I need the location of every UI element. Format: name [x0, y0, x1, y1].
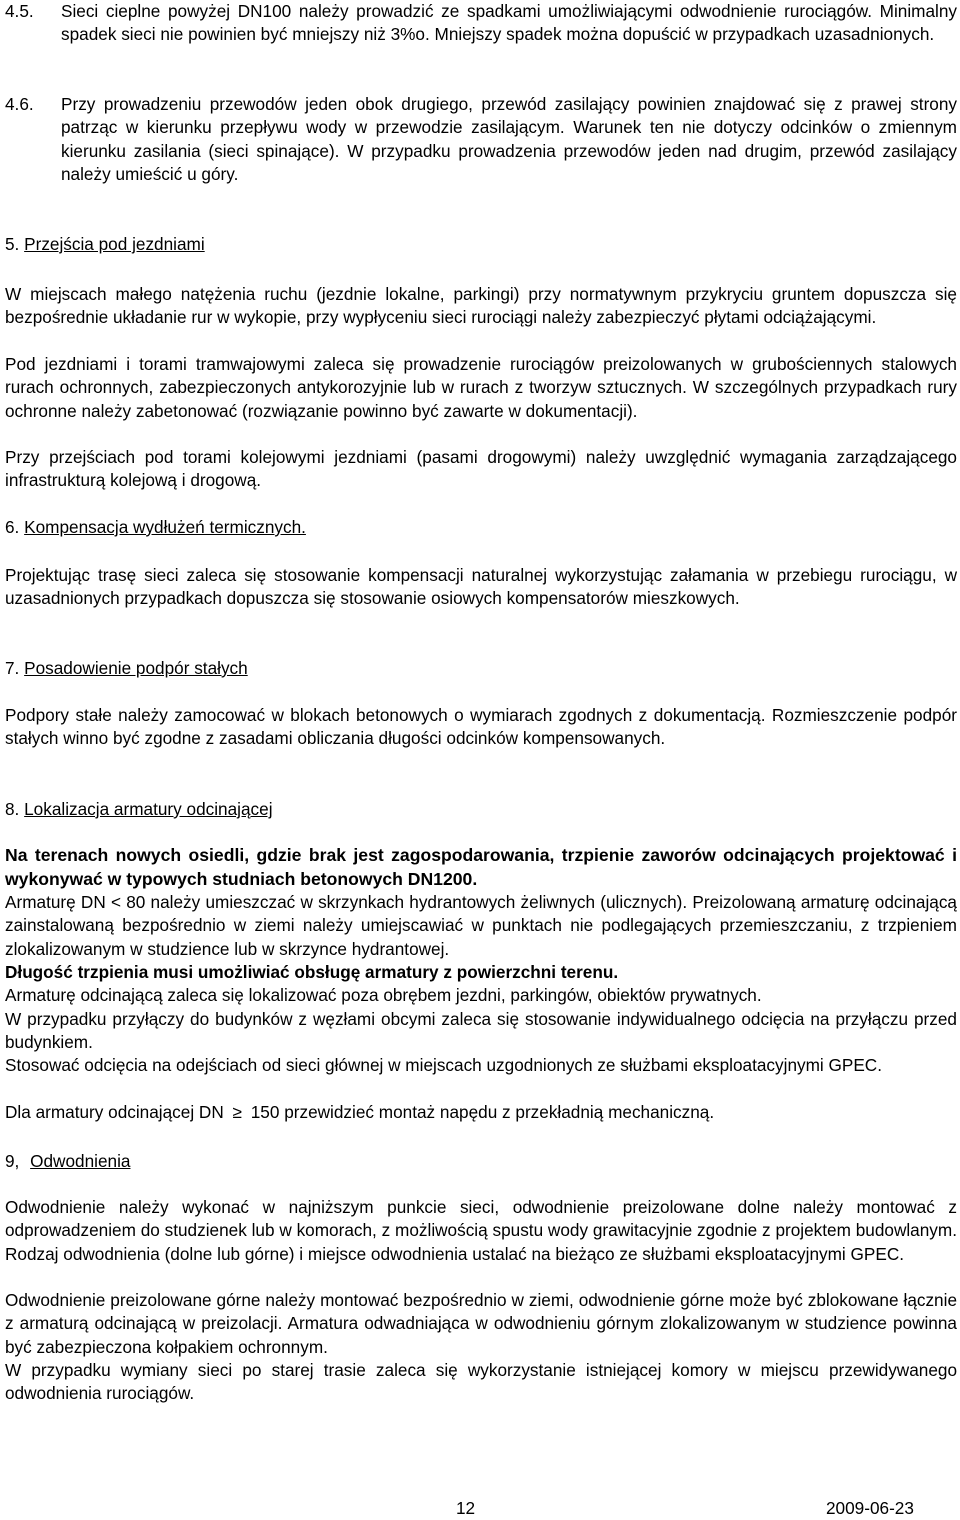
paragraph [5, 1101, 957, 1124]
section-4-5 [5, 0, 957, 47]
section-heading: Posadowienie podpór stałych [24, 658, 248, 678]
section-number: 7. [5, 658, 20, 678]
paragraph: Armaturę odcinającą zaleca się lokalizować poza obrębem jezdni, parkingów, obiektów prywatnych. [5, 985, 762, 1005]
section-heading: Lokalizacja armatury odcinającej [24, 799, 273, 819]
section-heading: Kompensacja wydłużeń termicznych. [24, 517, 306, 537]
section-number: 9, [5, 1151, 20, 1171]
heading-section-5 [5, 233, 957, 256]
paragraph: W miejscach małego natężenia ruchu (jezdnie lokalne, parkingi) przy normatywnym przykryciu gruntem dopuszcza się bezpośrednie układanie rur w wykopie, przy wypłyceniu sieci rurociągi należy zabezpieczyć płytami odciążającymi. [5, 284, 957, 328]
paragraph: Armaturę DN < 80 należy umieszczać w skrzynkach hydrantowych żeliwnych (ulicznych). Preizolowaną armaturę odcinającą zainstalowaną bezpośrednio w ziemi należy umiejscawiać w punktach nie podlegających przemieszczaniu, z trzpieniem zlokalizowanym w studzience lub w skrzynce hydrantowej. [5, 892, 957, 959]
paragraph: Odwodnienie preizolowane górne należy montować bezpośrednio w ziemi, odwodnienie górne może być zblokowane łącznie z armaturą odcinającą w preizolacji. Armatura odwadniająca w odwodnieniu górnym zlokalizowanym w studzience powinna być zabezpieczona kołpakiem ochronnym. [5, 1290, 957, 1357]
heading-section-8 [5, 798, 957, 821]
text-fragment: Dla armatury odcinającej DN [5, 1102, 224, 1122]
section-number: 4.5. [5, 1, 34, 21]
section-number: 5. [5, 234, 20, 254]
paragraph: Podpory stałe należy zamocować w blokach betonowych o wymiarach zgodnych z dokumentacją. Rozmieszczenie podpór stałych winno być zgodne z zasadami obliczania długości odcinków kompensowanych. [5, 705, 957, 749]
heading-section-9 [5, 1150, 957, 1173]
text-fragment: 150 przewidzieć montaż napędu z przekładnią mechaniczną. [250, 1102, 715, 1122]
paragraph: W przypadku wymiany sieci po starej trasie zaleca się wykorzystanie istniejącej komory w miejscu przewidywanego odwodnienia rurociągów. [5, 1360, 957, 1404]
section-4-6 [5, 93, 957, 186]
section-text: Sieci cieplne powyżej DN100 należy prowadzić ze spadkami umożliwiającymi odwodnienie rurociągów. Minimalny spadek sieci nie powinien być mniejszy niż 3%o. Mniejszy spadek można dopuścić w przypadkach uzasadnionych. [61, 1, 957, 45]
bold-paragraph: Na terenach nowych osiedli, gdzie brak jest zagospodarowania, trzpienie zaworów odcinających projektować i wykonywać w typowych studniach betonowych DN1200. [5, 845, 957, 889]
section-heading: Przejścia pod jezdniami [24, 234, 205, 254]
heading-section-7 [5, 657, 957, 680]
section-number: 8. [5, 799, 20, 819]
bold-paragraph: Długość trzpienia musi umożliwiać obsługę armatury z powierzchni terenu. [5, 962, 619, 982]
page-number: 12 [456, 1498, 476, 1518]
paragraph: Projektując trasę sieci zaleca się stosowanie kompensacji naturalnej wykorzystując załamania w przebiegu rurociągu, w uzasadnionych przypadkach dopuszcza się stosowanie osiowych kompensatorów mieszkowych. [5, 565, 957, 609]
paragraph: Pod jezdniami i torami tramwajowymi zaleca się prowadzenie rurociągów preizolowanych w grubościennych stalowych rurach ochronnych, zabezpieczonych antykorozyjnie lub w rurach z tworzyw sztucznych. W szczególnych przypadkach rury ochronne należy zabetonować (rozwiązanie powinno być zawarte w dokumentacji). [5, 354, 957, 421]
paragraph: Przy przejściach pod torami kolejowymi jezdniami (pasami drogowymi) należy uwzględnić wymagania zarządzającego infrastrukturą kolejową i drogową. [5, 447, 957, 491]
section-text: Przy prowadzeniu przewodów jeden obok drugiego, przewód zasilający powinien znajdować się z prawej strony patrząc w kierunku przepływu wody w przewodzie zasilającym. Warunek ten nie dotyczy odcinków o zmiennym kierunku zasilania (sieci spinające). W przypadku prowadzenia przewodów jeden nad drugim, przewód zasilający należy umieścić u góry. [61, 94, 957, 184]
paragraph: Stosować odcięcia na odejściach od sieci głównej w miejscach uzgodnionych ze służbami eksploatacyjnymi GPEC. [5, 1055, 882, 1075]
greater-equal-symbol: ≥ [232, 1102, 242, 1122]
section-number: 4.6. [5, 94, 34, 114]
paragraph: Odwodnienie należy wykonać w najniższym punkcie sieci, odwodnienie preizolowane dolne należy montować z odprowadzeniem do studzienek lub w komorach, z możliwością spustu wody grawitacyjnie zgodnie z projektem budowlanym. Rodzaj odwodnienia (dolne lub górne) i miejsce odwodnienia ustalać na bieżąco ze służbami eksploatacyjnymi GPEC. [5, 1197, 957, 1264]
paragraph: W przypadku przyłączy do budynków z węzłami obcymi zaleca się stosowanie indywidualnego odcięcia na przyłączu przed budynkiem. [5, 1009, 957, 1053]
section-number: 6. [5, 517, 20, 537]
footer-date: 2009-06-23 [826, 1498, 914, 1518]
heading-section-6 [5, 516, 957, 539]
section-heading: Odwodnienia [30, 1151, 131, 1171]
